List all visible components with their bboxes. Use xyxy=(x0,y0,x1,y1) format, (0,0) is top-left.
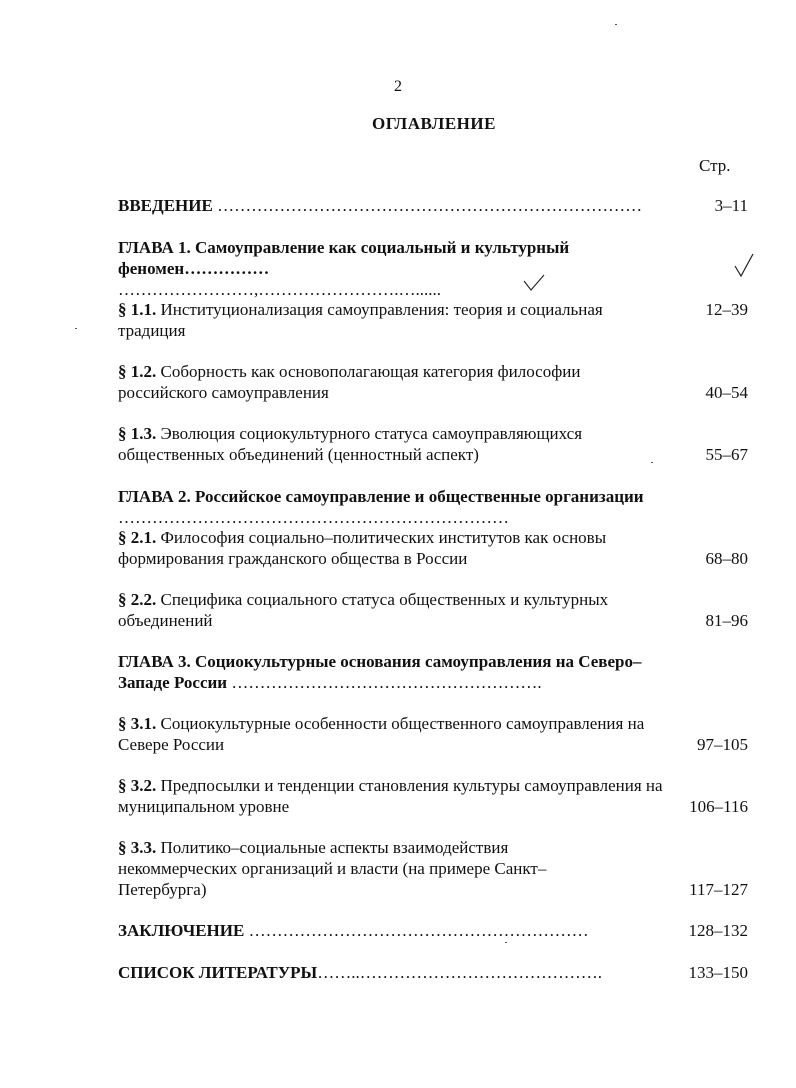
toc-entry-section-3-2 xyxy=(118,775,663,817)
toc-leader: …………………………………………………………… xyxy=(118,508,509,527)
toc-entry-label: § 2.1. xyxy=(118,528,157,547)
toc-entry-label: СПИСОК ЛИТЕРАТУРЫ xyxy=(118,963,318,982)
toc-entry-section-3-1 xyxy=(118,713,663,755)
toc-entry-label: ГЛАВА 3. Социокультурные основания самоуправления на Северо–Западе России xyxy=(118,652,642,692)
toc-entry-introduction xyxy=(118,195,663,216)
toc-page-range: 106–116 xyxy=(689,797,748,816)
checkmark-icon xyxy=(522,273,546,293)
toc-page-range: 81–96 xyxy=(705,611,748,630)
toc-page-range: 40–54 xyxy=(705,383,748,402)
checkmark-icon xyxy=(733,252,755,278)
toc-page-range: 133–150 xyxy=(688,963,748,982)
toc-entry-label: § 3.1. xyxy=(118,714,157,733)
toc-entry-label: § 1.1. xyxy=(118,300,157,319)
toc-entry-label: § 3.2. xyxy=(118,776,157,795)
toc-page-range: 68–80 xyxy=(705,549,748,568)
toc-entry-chapter-3 xyxy=(118,651,663,693)
toc-page-range: 117–127 xyxy=(689,880,748,899)
toc-entry-text: Социокультурные особенности общественного самоуправления на Севере России xyxy=(118,714,645,754)
toc-entry-section-1-2 xyxy=(118,361,663,403)
page-column-header: Стр. xyxy=(699,156,731,175)
scan-speck xyxy=(505,942,507,943)
toc-entry-conclusion xyxy=(118,920,663,941)
toc-page-range: 12–39 xyxy=(705,300,748,319)
toc-leader: ………………………………………………………………… xyxy=(212,196,643,215)
toc-entry-label: § 3.3. xyxy=(118,838,157,857)
toc-entry-label: ГЛАВА 2. Российское самоуправление и общественные организации xyxy=(118,487,644,506)
toc-entry-label: ГЛАВА 1. Самоуправление как социальный и культурный феномен…………… xyxy=(118,238,570,278)
toc-page-range: 3–11 xyxy=(714,196,748,215)
toc-leader-line: ……………………,…………………….…...... xyxy=(118,280,441,299)
toc-entry-text: Предпосылки и тенденции становления культуры самоуправления на муниципальном уровне xyxy=(118,776,663,816)
toc-entry-section-2-1 xyxy=(118,527,663,569)
toc-entry-section-3-3 xyxy=(118,837,608,900)
toc-leader: ……..……………………………………. xyxy=(317,963,603,982)
toc-entry-label: ВВЕДЕНИЕ xyxy=(118,196,213,215)
toc-entry-label: § 1.3. xyxy=(118,424,157,443)
page-number: 2 xyxy=(394,78,402,95)
toc-entry-label: § 2.2. xyxy=(118,590,157,609)
toc-entry-section-2-2 xyxy=(118,589,663,631)
page-title: ОГЛАВЛЕНИЕ xyxy=(372,114,496,133)
toc-leader: …………………………………………………… xyxy=(244,921,589,940)
toc-entry-section-1-3 xyxy=(118,423,663,465)
toc-entry-text: Философия социально–политических институтов как основы формирования гражданского общества в России xyxy=(118,528,607,568)
toc-page-range: 97–105 xyxy=(697,735,748,754)
toc-entry-text: Соборность как основополагающая категория философии российского самоуправления xyxy=(118,362,581,402)
scan-speck xyxy=(75,328,77,329)
scan-speck xyxy=(615,24,617,25)
toc-entry-text: Институционализация самоуправления: теория и социальная традиция xyxy=(118,300,603,340)
toc-entry-chapter-2 xyxy=(118,486,663,528)
toc-entry-bibliography xyxy=(118,962,663,983)
scan-speck xyxy=(651,462,653,463)
toc-entry-section-1-1 xyxy=(118,299,663,341)
toc-entry-text: Политико–социальные аспекты взаимодействия некоммерческих организаций и власти (на примере Санкт–Петербурга) xyxy=(118,838,547,899)
toc-entry-label: ЗАКЛЮЧЕНИЕ xyxy=(118,921,245,940)
toc-entry-text: Специфика социального статуса общественных и культурных объединений xyxy=(118,590,609,630)
toc-page-range: 128–132 xyxy=(688,921,748,940)
toc-leader: ………………………………………………. xyxy=(227,673,542,692)
toc-entry-label: § 1.2. xyxy=(118,362,157,381)
toc-entry-text: Эволюция социокультурного статуса самоуправляющихся общественных объединений (ценностный аспект) xyxy=(118,424,583,464)
toc-entry-chapter-1 xyxy=(118,237,638,279)
toc-page-range: 55–67 xyxy=(705,445,748,464)
